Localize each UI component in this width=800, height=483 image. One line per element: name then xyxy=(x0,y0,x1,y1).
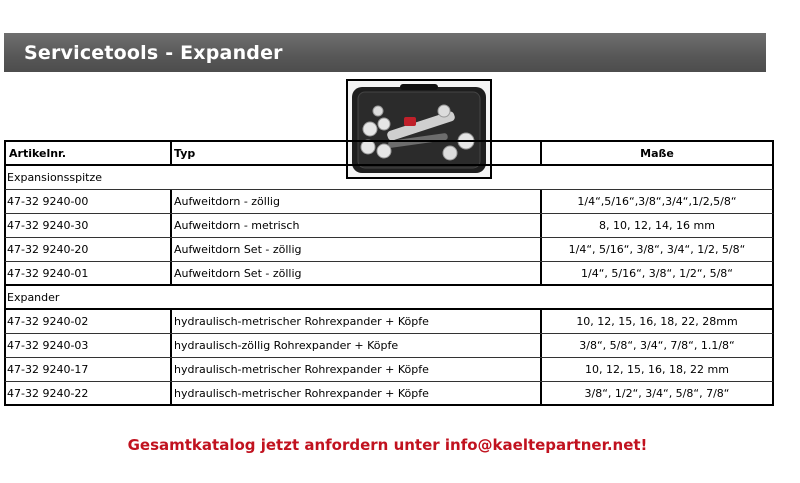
article-number: 47-32 9240-03 xyxy=(7,339,89,352)
col-header-masse: Maße xyxy=(540,142,772,164)
table-row xyxy=(4,262,774,286)
article-sizes: 3/8“, 5/8“, 3/4“, 7/8“, 1.1/8“ xyxy=(540,334,772,357)
article-sizes: 1/4“,5/16“,3/8“,3/4“,1/2,5/8“ xyxy=(540,190,772,213)
col-header-typ: Typ xyxy=(170,142,540,164)
article-number: 47-32 9240-17 xyxy=(7,363,89,376)
article-type: Aufweitdorn - metrisch xyxy=(170,214,540,237)
article-type: hydraulisch-metrischer Rohrexpander + Köpfe xyxy=(170,382,540,404)
section-label: Expansionsspitze xyxy=(7,171,102,184)
article-sizes: 1/4“, 5/16“, 3/8“, 1/2“, 5/8“ xyxy=(540,262,772,284)
catalog-request-note: Gesamtkatalog jetzt anfordern unter info@kaeltepartner.net! xyxy=(127,436,648,454)
table-row xyxy=(4,334,774,358)
article-sizes: 1/4“, 5/16“, 3/8“, 3/4“, 1/2, 5/8“ xyxy=(540,238,772,261)
article-type: hydraulisch-metrischer Rohrexpander + Köpfe xyxy=(170,310,540,333)
table-row xyxy=(4,358,774,382)
section-row xyxy=(4,166,774,190)
section-row xyxy=(4,286,774,310)
table-header xyxy=(4,142,774,166)
product-table xyxy=(4,140,774,406)
article-number: 47-32 9240-01 xyxy=(7,267,89,280)
table-row xyxy=(4,238,774,262)
col-header-artikelnr: Artikelnr. xyxy=(9,147,67,160)
title-bar xyxy=(4,33,766,72)
page-title: Servicetools - Expander xyxy=(24,41,283,64)
article-number: 47-32 9240-00 xyxy=(7,195,89,208)
article-type: Aufweitdorn - zöllig xyxy=(170,190,540,213)
article-number: 47-32 9240-30 xyxy=(7,219,89,232)
article-sizes: 10, 12, 15, 16, 18, 22 mm xyxy=(540,358,772,381)
article-sizes: 3/8“, 1/2“, 3/4“, 5/8“, 7/8“ xyxy=(540,382,772,404)
table-row xyxy=(4,190,774,214)
article-type: Aufweitdorn Set - zöllig xyxy=(170,238,540,261)
table-row xyxy=(4,214,774,238)
article-number: 47-32 9240-20 xyxy=(7,243,89,256)
section-label: Expander xyxy=(7,291,60,304)
article-number: 47-32 9240-02 xyxy=(7,315,89,328)
article-type: Aufweitdorn Set - zöllig xyxy=(170,262,540,284)
article-sizes: 10, 12, 15, 16, 18, 22, 28mm xyxy=(540,310,772,333)
article-number: 47-32 9240-22 xyxy=(7,387,89,400)
article-type: hydraulisch-metrischer Rohrexpander + Köpfe xyxy=(170,358,540,381)
table-row xyxy=(4,382,774,406)
table-row xyxy=(4,310,774,334)
article-sizes: 8, 10, 12, 14, 16 mm xyxy=(540,214,772,237)
article-type: hydraulisch-zöllig Rohrexpander + Köpfe xyxy=(170,334,540,357)
